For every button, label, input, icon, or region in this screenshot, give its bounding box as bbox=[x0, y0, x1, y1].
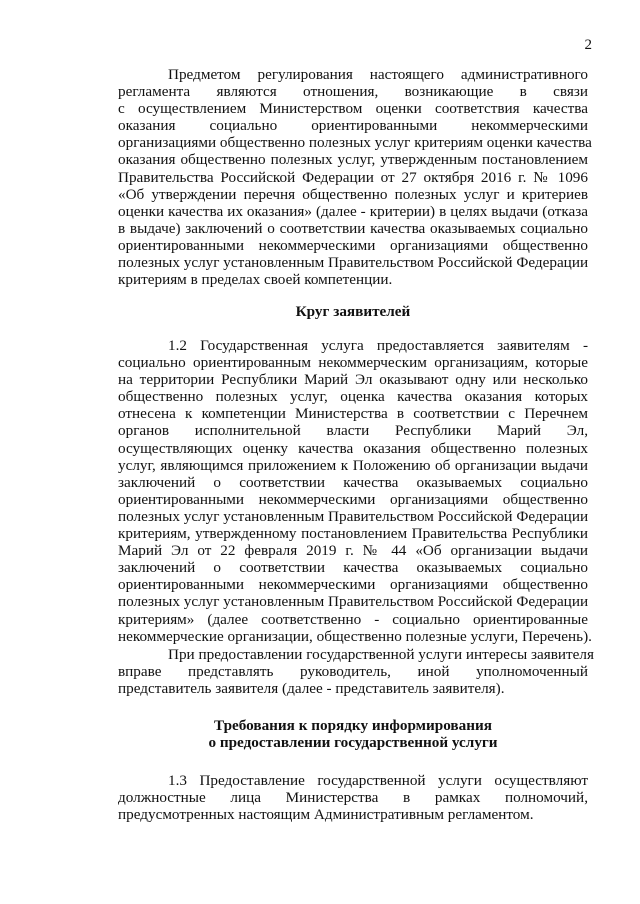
text-line: Правительства Российской Федерации от 27 октября 2016 г. № 1096 bbox=[118, 168, 588, 186]
text-line: критериям в пределах своей компетенции. bbox=[118, 271, 393, 289]
text-line: оказания социально ориентированными некоммерческими bbox=[118, 117, 588, 135]
text-line: вправе представлять руководитель, иной уполномоченный bbox=[118, 663, 588, 681]
text-line: регламента являются отношения, возникающие в связи bbox=[118, 83, 588, 101]
text-line: ориентированными некоммерческими организациями общественно bbox=[118, 236, 588, 254]
text-line: с осуществлением Министерством оценки соответствия качества bbox=[118, 100, 588, 118]
section-heading-applicants bbox=[118, 303, 588, 320]
text-line: в выдаче) заключений о соответствии качества оказываемых социально bbox=[118, 219, 588, 237]
text-line: 1.3 Предоставление государственной услуги осуществляют bbox=[168, 772, 588, 789]
text-line: социально ориентированным некоммерческим организациям, которые bbox=[118, 354, 588, 372]
text-line: полезных услуг установленным Правительством Российской Федерации bbox=[118, 507, 589, 525]
paragraph-representative bbox=[118, 646, 594, 698]
text-line: Предметом регулирования настоящего административного bbox=[168, 66, 588, 83]
text-line: должностные лица Министерства в рамках полномочий, bbox=[118, 789, 588, 807]
heading-text: Требования к порядку информирования bbox=[214, 717, 492, 734]
text-line: предусмотренных настоящим Административным регламентом. bbox=[118, 806, 534, 824]
section-heading-informing-requirements bbox=[118, 717, 588, 751]
heading-text: о предоставлении государственной услуги bbox=[208, 734, 498, 751]
text-line: критериям, утвержденному постановлением Правительства Республики bbox=[118, 525, 588, 543]
text-line: заключений о соответствии качества оказываемых социально bbox=[118, 559, 588, 577]
heading-text: Круг заявителей bbox=[295, 303, 411, 320]
text-line: полезных услуг установленным Правительством Российской Федерации bbox=[118, 593, 589, 611]
text-line: организациями общественно полезных услуг критериям оценки качества bbox=[118, 134, 592, 152]
text-line: 1.2 Государственная услуга предоставляется заявителям - bbox=[168, 337, 588, 354]
text-line: заключений о соответствии качества оказываемых социально bbox=[118, 473, 588, 491]
text-line: осуществляющих оценку качества оказания общественно полезных bbox=[118, 439, 588, 457]
text-line: критериям» (далее соответственно - социально ориентированные bbox=[118, 610, 588, 628]
text-line: представитель заявителя (далее - представитель заявителя). bbox=[118, 680, 505, 698]
paragraph-officials bbox=[118, 772, 588, 823]
text-line: оценки качества их оказания» (далее - критерии) в целях выдачи (отказа bbox=[118, 202, 588, 220]
text-line: «Об утверждении перечня общественно полезных услуг и критериев bbox=[118, 185, 588, 203]
text-line: отнесена к компетенции Министерства в соответствии с Перечнем bbox=[118, 405, 588, 423]
text-line: При предоставлении государственной услуги интересы заявителя bbox=[168, 646, 594, 663]
text-line: некоммерческие организации, общественно полезные услуги, Перечень). bbox=[118, 627, 592, 645]
paragraph-subject-of-regulation bbox=[118, 66, 592, 289]
text-line: общественно полезных услуг, оценка качества оказания которых bbox=[118, 388, 588, 406]
text-line: на территории Республики Марий Эл оказывают одну или несколько bbox=[118, 371, 588, 389]
text-line: Марий Эл от 22 февраля 2019 г. № 44 «Об организации выдачи bbox=[118, 542, 588, 560]
text-line: оказания общественно полезных услуг, утвержденным постановлением bbox=[118, 151, 588, 169]
text-line: услуг, являющимся приложением к Положению об организации выдачи bbox=[118, 456, 588, 474]
text-line: ориентированными некоммерческими организациями общественно bbox=[118, 576, 588, 594]
text-line: органов исполнительной власти Республики Марий Эл, bbox=[118, 422, 588, 440]
text-line: ориентированными некоммерческими организациями общественно bbox=[118, 490, 588, 508]
page-number: 2 bbox=[584, 37, 592, 53]
text-line: полезных услуг установленным Правительством Российской Федерации bbox=[118, 254, 589, 272]
paragraph-applicants bbox=[118, 337, 592, 645]
